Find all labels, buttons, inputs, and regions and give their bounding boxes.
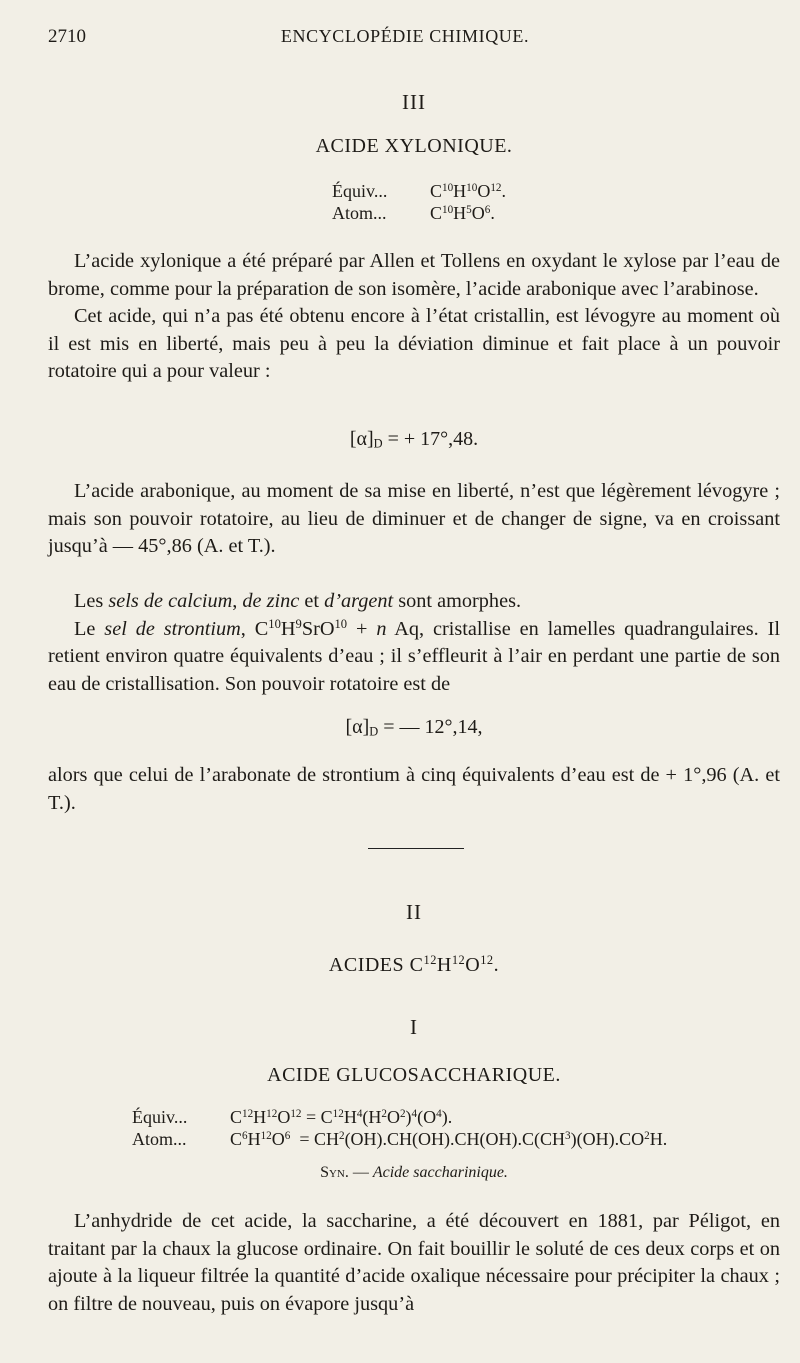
paragraph: alors que celui de l’arabonate de strontium à cinq équivalents d’eau est de + 1°,96 (A. et T.). (48, 764, 780, 814)
formula-value: $C^{10}H^{10}O^{12}$. (430, 181, 506, 201)
paragraph: Cet acide, qui n’a pas été obtenu encore à l’état cristallin, est lévogyre au moment où il est mis en liberté, mais peu à peu la déviation diminue et fait place à un pouvoir rotatoire qui a pour valeur : (48, 305, 780, 382)
section-number-iii: III (402, 90, 426, 114)
formula-equiv-glucosaccharique (132, 1106, 452, 1128)
formula-equiv-xylonique (332, 180, 506, 202)
equation-rotation-strontium: $[\alpha]_D$ = — 12°,14, (345, 716, 483, 739)
xylonique-body-1 (48, 248, 780, 386)
formula-label: Équiv... (132, 1107, 188, 1127)
glucosaccharique-body (48, 1208, 780, 1318)
formula-value: $C^{10}H^5O^6$. (430, 203, 495, 223)
paragraph: Les sels de calcium, de zinc et d’argent sont amorphes. (74, 590, 522, 612)
formula-value: $C^6H^{12}O^6 = CH^2(OH).CH(OH).CH(OH).C(CH^3)(OH).CO^2H$. (230, 1129, 668, 1149)
section-number-i: I (410, 1015, 418, 1039)
equation-rotation-xylonique: $[\alpha]_D$ = + 17°,48. (349, 428, 479, 451)
running-title: ENCYCLOPÉDIE CHIMIQUE. (280, 26, 530, 46)
formula-atom-glucosaccharique (132, 1128, 667, 1150)
section-title-glucosaccharique: ACIDE GLUCOSACCHARIQUE. (267, 1064, 561, 1086)
paragraph: Le sel de strontium, $C^{10}H^9SrO^{10} + n$ Aq, cristallise en lamelles quadrangulaires. Il retient environ quatre équivalents d’eau ; il s’effleurit à l’air en perdant une partie de son eau de cristallisation. Son pouvoir rotatoire est de (48, 616, 780, 695)
xylonique-body-3 (48, 588, 780, 698)
xylonique-body-2 (48, 478, 780, 561)
paragraph: L’acide arabonique, au moment de sa mise en liberté, n’est que légèrement lévogyre ; mais son pouvoir rotatoire, au lieu de diminuer et de changer de signe, va en croissant jusqu’à — 45°,86 (A. et T.). (48, 480, 780, 557)
xylonique-body-4 (48, 762, 780, 817)
page-number: 2710 (48, 26, 86, 47)
synonym-text: Acide saccharinique. (372, 1164, 508, 1181)
section-divider (368, 848, 464, 849)
formula-label: Atom... (332, 203, 387, 223)
formula-label: Atom... (132, 1129, 187, 1149)
synonym-line: Syn. — Acide saccharinique. (320, 1164, 508, 1181)
formula-atom-xylonique (332, 202, 495, 224)
paragraph: L’anhydride de cet acide, la saccharine, a été découvert en 1881, par Péligot, en traitant par la chaux la glucose ordinaire. On fait bouillir le soluté de ces deux corps et on ajoute à la liqueur filtrée la quantité d’acide oxalique nécessaire pour précipiter la chaux ; on filtre de nouveau, puis on évapore jusqu’à (48, 1210, 780, 1315)
formula-label: Équiv... (332, 181, 388, 201)
section-title-acides: ACIDES $C^{12}H^{12}O^{12}$. (328, 953, 500, 976)
paragraph: L’acide xylonique a été préparé par Allen et Tollens en oxydant le xylose par l’eau de brome, comme pour la préparation de son isomère, l’acide arabonique avec l’arabinose. (48, 250, 780, 300)
synonym-label: Syn. (320, 1164, 349, 1181)
section-number-ii: II (406, 900, 422, 924)
formula-value: $C^{12}H^{12}O^{12} = C^{12}H^4(H^2O^2)^4(O^4)$. (230, 1107, 453, 1127)
page-header (48, 26, 762, 52)
section-title-xylonique: ACIDE XYLONIQUE. (315, 135, 513, 157)
